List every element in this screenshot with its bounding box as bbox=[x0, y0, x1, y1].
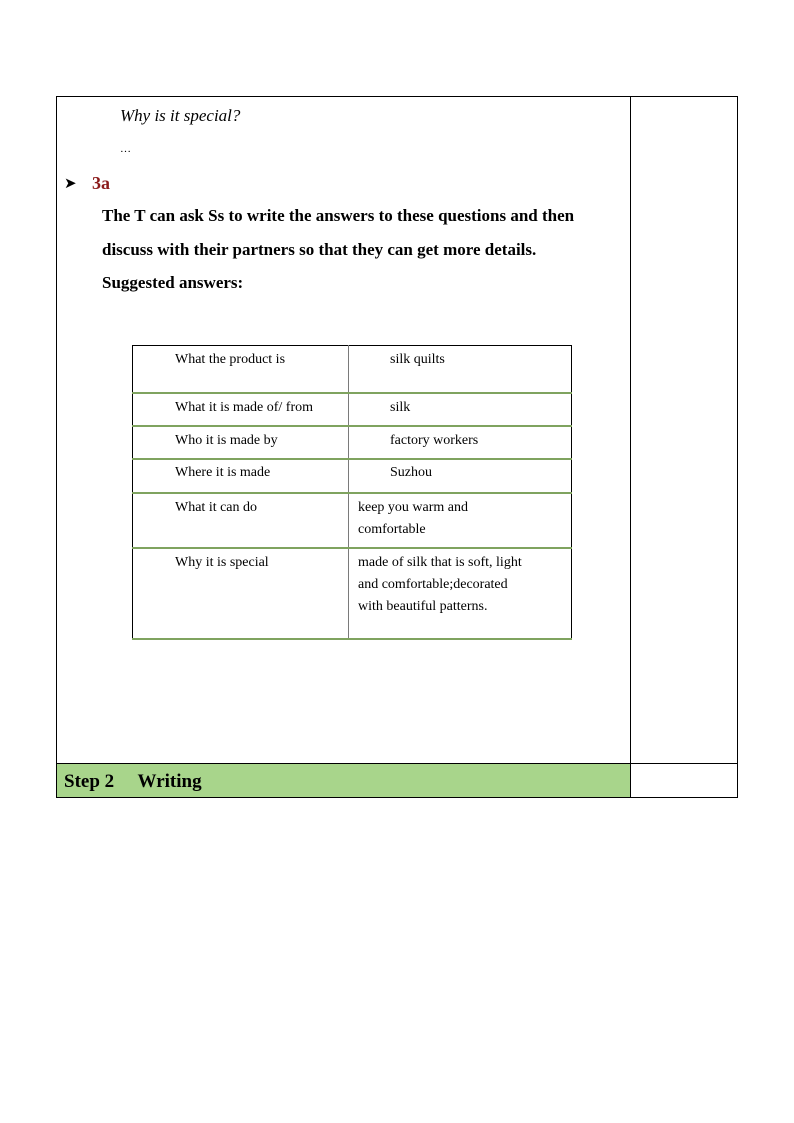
table-question: Why it is special bbox=[175, 555, 269, 570]
table-rule bbox=[132, 425, 572, 427]
table-rule bbox=[132, 547, 572, 549]
ellipsis: … bbox=[120, 143, 131, 155]
table-answer: silk bbox=[390, 400, 411, 415]
table-answer: factory workers bbox=[390, 433, 479, 448]
table-question: Where it is made bbox=[175, 465, 271, 480]
table-question: What it can do bbox=[175, 500, 258, 515]
table-rule bbox=[132, 492, 572, 494]
table-answer: comfortable bbox=[358, 522, 426, 537]
question-text: Why is it special? bbox=[120, 106, 241, 125]
table-rule bbox=[132, 458, 572, 460]
column-divider bbox=[630, 96, 631, 798]
table-answer: keep you warm and bbox=[358, 500, 469, 515]
step-heading: Step 2 Writing bbox=[64, 771, 202, 792]
table-rule bbox=[132, 638, 572, 640]
table-answer: Suzhou bbox=[390, 465, 432, 480]
section-label: 3a bbox=[92, 173, 110, 193]
table-answer: and comfortable;decorated bbox=[358, 577, 508, 592]
arrow-bullet-icon: ➤ bbox=[64, 176, 77, 192]
table-answer: with beautiful patterns. bbox=[358, 599, 488, 614]
table-question: What it is made of/ from bbox=[175, 400, 314, 415]
instruction-line-2: discuss with their partners so that they can get more details. bbox=[102, 240, 537, 259]
table-question: Who it is made by bbox=[175, 433, 278, 448]
instruction-line-1: The T can ask Ss to write the answers to these questions and then bbox=[102, 206, 575, 225]
table-answer: silk quilts bbox=[390, 352, 445, 367]
table-question: What the product is bbox=[175, 352, 286, 367]
table-answer: made of silk that is soft, light bbox=[358, 555, 522, 570]
table-rule bbox=[132, 392, 572, 394]
suggested-answers-heading: Suggested answers: bbox=[102, 273, 244, 292]
